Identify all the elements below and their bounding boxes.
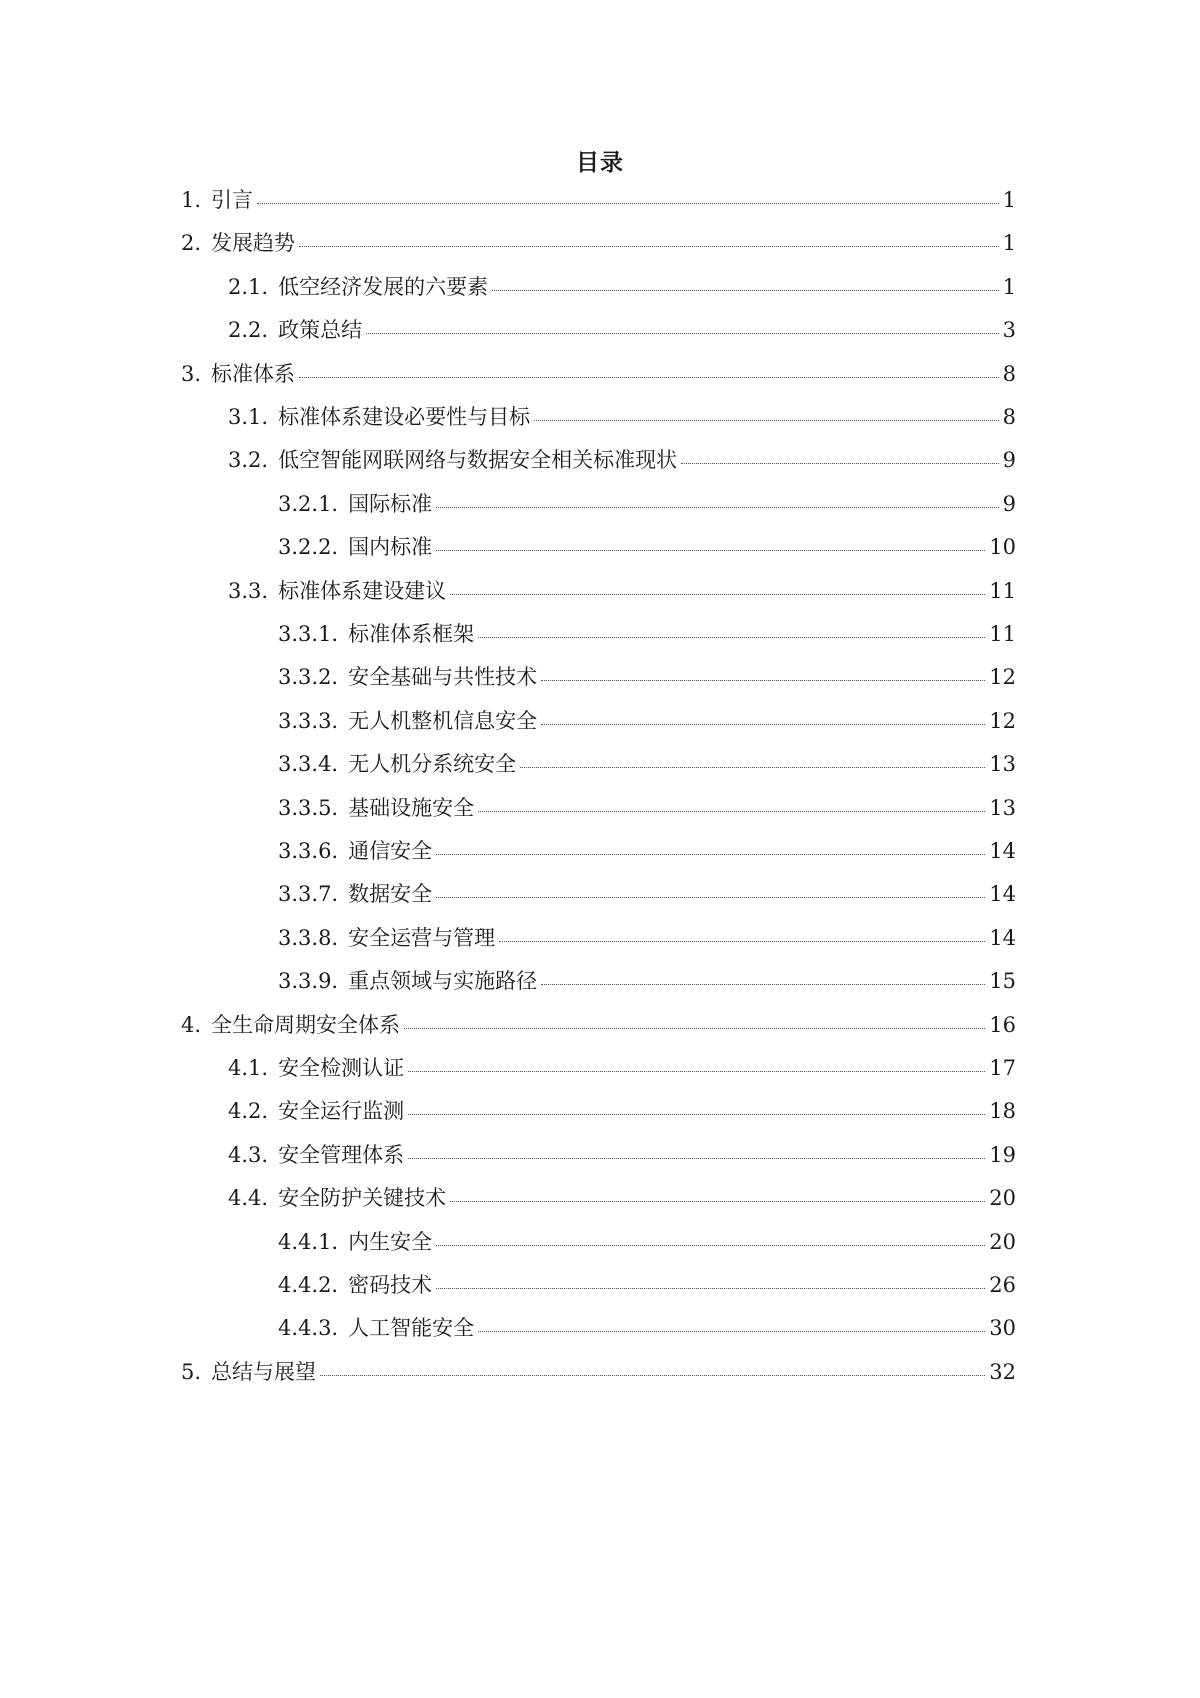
toc-entry-number: 4. xyxy=(181,1013,202,1037)
toc-entry[interactable] xyxy=(228,1053,1016,1083)
toc-leader-dots xyxy=(408,1114,985,1115)
toc-entry-page: 1 xyxy=(1002,231,1016,255)
toc-entry-number: 2.2. xyxy=(228,318,269,342)
toc-entry-label: 标准体系建设必要性与目标 xyxy=(278,405,531,429)
toc-entry[interactable] xyxy=(278,793,1016,823)
toc-leader-dots xyxy=(436,854,985,855)
toc-entry-label: 安全基础与共性技术 xyxy=(348,665,538,689)
toc-entry-page: 13 xyxy=(989,796,1016,820)
toc-leader-dots xyxy=(450,594,985,595)
toc-entry-page: 11 xyxy=(989,579,1016,603)
toc-entry[interactable] xyxy=(181,228,1016,258)
toc-entry-number: 3.3.2. xyxy=(278,665,339,689)
toc-entry-number: 3.2. xyxy=(228,448,269,472)
toc-leader-dots xyxy=(436,1245,985,1246)
toc-leader-dots xyxy=(534,420,999,421)
toc-entry-number: 3.3.7. xyxy=(278,882,339,906)
toc-entry-number: 3.3.5. xyxy=(278,796,339,820)
toc-entry-label: 安全运营与管理 xyxy=(348,926,496,950)
toc-entry[interactable] xyxy=(228,576,1016,606)
toc-entry[interactable] xyxy=(278,662,1016,692)
toc-entry-label: 基础设施安全 xyxy=(348,796,475,820)
toc-entry-label: 人工智能安全 xyxy=(348,1316,475,1340)
toc-entry-label: 总结与展望 xyxy=(211,1360,317,1384)
toc-entry-label: 重点领域与实施路径 xyxy=(348,969,538,993)
toc-leader-dots xyxy=(408,1071,985,1072)
toc-leader-dots xyxy=(681,463,999,464)
toc-entry-page: 18 xyxy=(989,1099,1016,1123)
toc-entry-number: 3.3.9. xyxy=(278,969,339,993)
toc-leader-dots xyxy=(436,550,985,551)
toc-leader-dots xyxy=(436,1288,985,1289)
toc-entry-page: 12 xyxy=(989,665,1016,689)
toc-entry-number: 3.2.1. xyxy=(278,492,339,516)
toc-entry-label: 国内标准 xyxy=(348,535,433,559)
toc-entry-page: 12 xyxy=(989,709,1016,733)
toc-entry[interactable] xyxy=(228,315,1016,345)
toc-entry[interactable] xyxy=(181,185,1016,215)
toc-entry-page: 26 xyxy=(989,1273,1016,1297)
toc-entry-page: 20 xyxy=(989,1230,1016,1254)
toc-leader-dots xyxy=(299,246,999,247)
toc-entry-number: 3.3.6. xyxy=(278,839,339,863)
toc-entry-number: 2. xyxy=(181,231,202,255)
toc-leader-dots xyxy=(408,1158,985,1159)
toc-entry[interactable] xyxy=(278,532,1016,562)
toc-entry-number: 3.3.1. xyxy=(278,622,339,646)
toc-entry[interactable] xyxy=(278,1270,1016,1300)
toc-entry[interactable] xyxy=(181,359,1016,389)
toc-leader-dots xyxy=(492,290,999,291)
toc-entry-label: 引言 xyxy=(211,188,254,212)
toc-leader-dots xyxy=(478,637,985,638)
toc-leader-dots xyxy=(499,941,985,942)
toc-entry-label: 全生命周期安全体系 xyxy=(211,1013,401,1037)
toc-title: 目录 xyxy=(576,150,624,176)
toc-leader-dots xyxy=(436,507,999,508)
toc-entry[interactable] xyxy=(278,836,1016,866)
toc-entry[interactable] xyxy=(278,489,1016,519)
toc-entry-label: 安全运行监测 xyxy=(278,1099,405,1123)
toc-leader-dots xyxy=(541,984,985,985)
toc-entry-label: 安全检测认证 xyxy=(278,1056,405,1080)
toc-entry-page: 19 xyxy=(989,1143,1016,1167)
toc-leader-dots xyxy=(299,377,999,378)
toc-entry[interactable] xyxy=(228,1096,1016,1126)
toc-leader-dots xyxy=(450,1201,985,1202)
toc-entry[interactable] xyxy=(181,1010,1016,1040)
toc-entry-page: 9 xyxy=(1002,492,1016,516)
toc-entry-label: 低空智能网联网络与数据安全相关标准现状 xyxy=(278,448,678,472)
toc-entry[interactable] xyxy=(278,619,1016,649)
toc-entry[interactable] xyxy=(228,272,1016,302)
toc-leader-dots xyxy=(478,1331,985,1332)
toc-leader-dots xyxy=(520,767,985,768)
toc-entry-label: 发展趋势 xyxy=(211,231,296,255)
toc-entry-page: 8 xyxy=(1002,362,1016,386)
toc-entry-page: 11 xyxy=(989,622,1016,646)
toc-entry-number: 4.1. xyxy=(228,1056,269,1080)
toc-entry-label: 国际标准 xyxy=(348,492,433,516)
toc-entry-label: 标准体系建设建议 xyxy=(278,579,447,603)
toc-entry[interactable] xyxy=(278,1313,1016,1343)
toc-entry-label: 数据安全 xyxy=(348,882,433,906)
toc-entry-number: 4.4.1. xyxy=(278,1230,339,1254)
toc-entry-page: 15 xyxy=(989,969,1016,993)
toc-entry-label: 通信安全 xyxy=(348,839,433,863)
toc-entry[interactable] xyxy=(278,749,1016,779)
toc-entry-label: 标准体系框架 xyxy=(348,622,475,646)
toc-entry-number: 3.3. xyxy=(228,579,269,603)
toc-entry[interactable] xyxy=(278,966,1016,996)
toc-entry-number: 3.1. xyxy=(228,405,269,429)
toc-entry-number: 3.3.4. xyxy=(278,752,339,776)
toc-entry-page: 8 xyxy=(1002,405,1016,429)
toc-entry-number: 3.2.2. xyxy=(278,535,339,559)
toc-leader-dots xyxy=(404,1028,985,1029)
toc-entry[interactable] xyxy=(278,923,1016,953)
toc-leader-dots xyxy=(436,897,985,898)
toc-entry-number: 4.2. xyxy=(228,1099,269,1123)
toc-entry-label: 低空经济发展的六要素 xyxy=(278,275,489,299)
toc-entry-number: 4.3. xyxy=(228,1143,269,1167)
toc-entry-label: 密码技术 xyxy=(348,1273,433,1297)
toc-entry-label: 标准体系 xyxy=(211,362,296,386)
toc-entry-page: 14 xyxy=(989,882,1016,906)
toc-entry-number: 4.4. xyxy=(228,1186,269,1210)
toc-entry[interactable] xyxy=(278,1227,1016,1257)
toc-entry-page: 10 xyxy=(989,535,1016,559)
toc-entry-label: 内生安全 xyxy=(348,1230,433,1254)
toc-leader-dots xyxy=(541,680,985,681)
toc-entry-page: 9 xyxy=(1002,448,1016,472)
toc-entry-page: 13 xyxy=(989,752,1016,776)
toc-entry[interactable] xyxy=(181,1357,1016,1387)
toc-leader-dots xyxy=(257,203,999,204)
toc-entry-page: 30 xyxy=(989,1316,1016,1340)
toc-entry-number: 5. xyxy=(181,1360,202,1384)
toc-entry-page: 3 xyxy=(1002,318,1016,342)
toc-entry-page: 20 xyxy=(989,1186,1016,1210)
toc-entry[interactable] xyxy=(228,402,1016,432)
toc-entry-number: 1. xyxy=(181,188,202,212)
toc-entry-label: 安全管理体系 xyxy=(278,1143,405,1167)
toc-entry-number: 3.3.8. xyxy=(278,926,339,950)
toc-entry[interactable] xyxy=(228,1183,1016,1213)
toc-entry-label: 无人机分系统安全 xyxy=(348,752,517,776)
toc-entry-page: 14 xyxy=(989,926,1016,950)
toc-entry-label: 安全防护关键技术 xyxy=(278,1186,447,1210)
toc-leader-dots xyxy=(366,333,999,334)
toc-entry-number: 2.1. xyxy=(228,275,269,299)
toc-leader-dots xyxy=(541,724,985,725)
toc-leader-dots xyxy=(320,1375,985,1376)
toc-entry-label: 政策总结 xyxy=(278,318,363,342)
toc-entry-label: 无人机整机信息安全 xyxy=(348,709,538,733)
toc-entry[interactable] xyxy=(278,879,1016,909)
toc-entry[interactable] xyxy=(228,445,1016,475)
toc-entry-page: 16 xyxy=(989,1013,1016,1037)
toc-entry[interactable] xyxy=(228,1140,1016,1170)
toc-entry-page: 1 xyxy=(1002,188,1016,212)
toc-entry-page: 14 xyxy=(989,839,1016,863)
toc-entry-number: 3.3.3. xyxy=(278,709,339,733)
toc-entry-number: 4.4.3. xyxy=(278,1316,339,1340)
toc-entry-number: 4.4.2. xyxy=(278,1273,339,1297)
toc-leader-dots xyxy=(478,811,985,812)
toc-entry-page: 32 xyxy=(989,1360,1016,1384)
toc-entry-number: 3. xyxy=(181,362,202,386)
toc-entry-page: 17 xyxy=(989,1056,1016,1080)
toc-entry-page: 1 xyxy=(1002,275,1016,299)
toc-entry[interactable] xyxy=(278,706,1016,736)
